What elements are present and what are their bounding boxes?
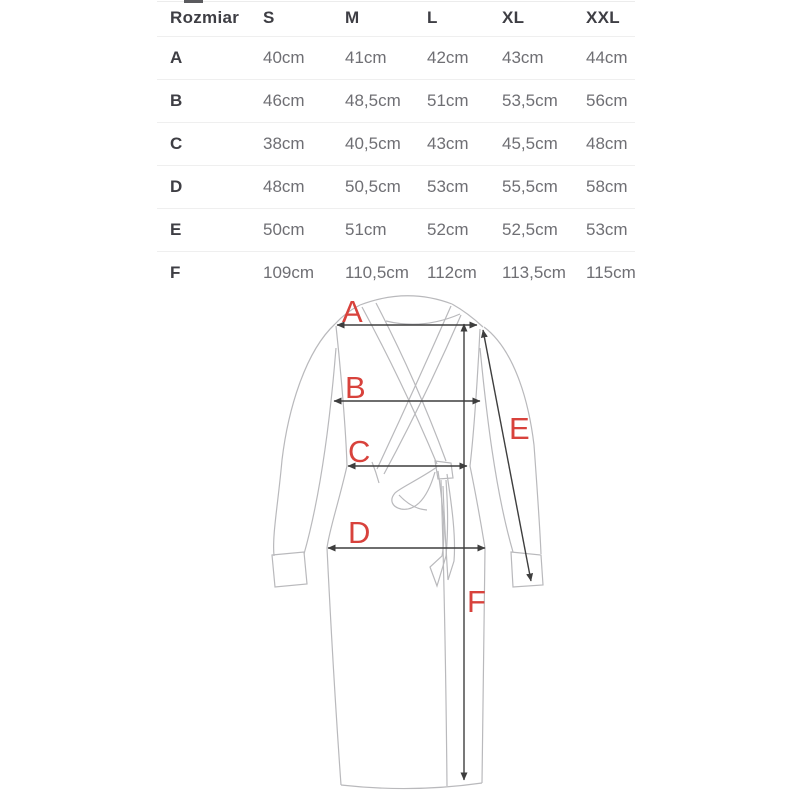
- right-body-edge: [470, 329, 485, 783]
- left-sleeve-inner: [304, 348, 336, 554]
- bow-loop-outer: [392, 467, 437, 509]
- measurement-cell: 113,5cm: [502, 263, 566, 283]
- column-header-s: S: [263, 0, 345, 37]
- back-collar-line: [360, 296, 452, 305]
- column-header-m: M: [345, 0, 427, 37]
- measurement-cell: 43cm: [502, 48, 544, 67]
- row-label: B: [170, 91, 183, 110]
- measurement-cell: 110,5cm: [345, 263, 409, 283]
- row-label: F: [170, 263, 181, 283]
- column-header-xl: XL: [502, 0, 586, 37]
- arrow-e: [483, 330, 531, 581]
- measurement-cell: 48cm: [586, 134, 628, 153]
- left-body-edge: [327, 326, 347, 785]
- measurement-cell: 56cm: [586, 91, 628, 110]
- tie-tail-back: [443, 474, 455, 580]
- inner-neck-line: [386, 314, 460, 324]
- measurement-cell: 43cm: [427, 134, 469, 153]
- column-header-xxl: XXL: [586, 0, 635, 37]
- label-f: F: [467, 584, 486, 619]
- measurement-cell: 45,5cm: [502, 134, 558, 153]
- row-label: C: [170, 134, 183, 153]
- row-label: A: [170, 48, 183, 67]
- measurement-cell: 51cm: [427, 91, 469, 110]
- measurement-cell: 42cm: [427, 48, 469, 67]
- measurement-cell: 40,5cm: [345, 134, 401, 153]
- left-cuff: [272, 552, 307, 587]
- column-header-rozmiar: Rozmiar: [157, 0, 263, 37]
- measurement-cell: 115cm: [586, 263, 636, 283]
- column-header-l: L: [427, 0, 502, 37]
- label-d: D: [348, 515, 371, 550]
- measurement-cell: 53,5cm: [502, 91, 558, 110]
- wrap-dress-outline: [272, 296, 543, 789]
- tie-knot: [435, 461, 453, 479]
- row-label: E: [170, 220, 182, 239]
- label-e: E: [509, 411, 530, 446]
- measurement-cell: 58cm: [586, 177, 628, 196]
- measurement-cell: 50,5cm: [345, 177, 401, 196]
- measurement-cell: 112cm: [427, 263, 477, 283]
- measurement-labels: [342, 294, 530, 619]
- left-lapel-inner: [376, 303, 446, 461]
- hem-line: [341, 783, 482, 789]
- measurement-cell: 50cm: [263, 220, 305, 239]
- measurement-cell: 38cm: [263, 134, 305, 153]
- left-lapel-outer: [362, 307, 437, 464]
- label-b: B: [345, 370, 366, 405]
- measurement-cell: 53cm: [427, 177, 469, 196]
- underlap-dart-line: [372, 462, 379, 483]
- measurement-cell: 41cm: [345, 48, 387, 67]
- right-lapel-inner: [384, 315, 461, 474]
- label-c: C: [348, 434, 371, 469]
- measurement-cell: 51cm: [345, 220, 387, 239]
- measurement-cell: 109cm: [263, 263, 315, 283]
- row-label: D: [170, 177, 183, 196]
- measurement-cell: 55,5cm: [502, 177, 558, 196]
- measurement-cell: 40cm: [263, 48, 305, 67]
- measurement-cell: 48,5cm: [345, 91, 401, 110]
- label-a: A: [342, 294, 363, 329]
- measurement-cell: 52,5cm: [502, 220, 558, 239]
- measurement-cell: 48cm: [263, 177, 305, 196]
- measurement-cell: 44cm: [586, 48, 628, 67]
- measurement-cell: 46cm: [263, 91, 305, 110]
- measurement-cell: 53cm: [586, 220, 628, 239]
- measurement-cell: 52cm: [427, 220, 469, 239]
- right-sleeve-inner: [480, 348, 513, 552]
